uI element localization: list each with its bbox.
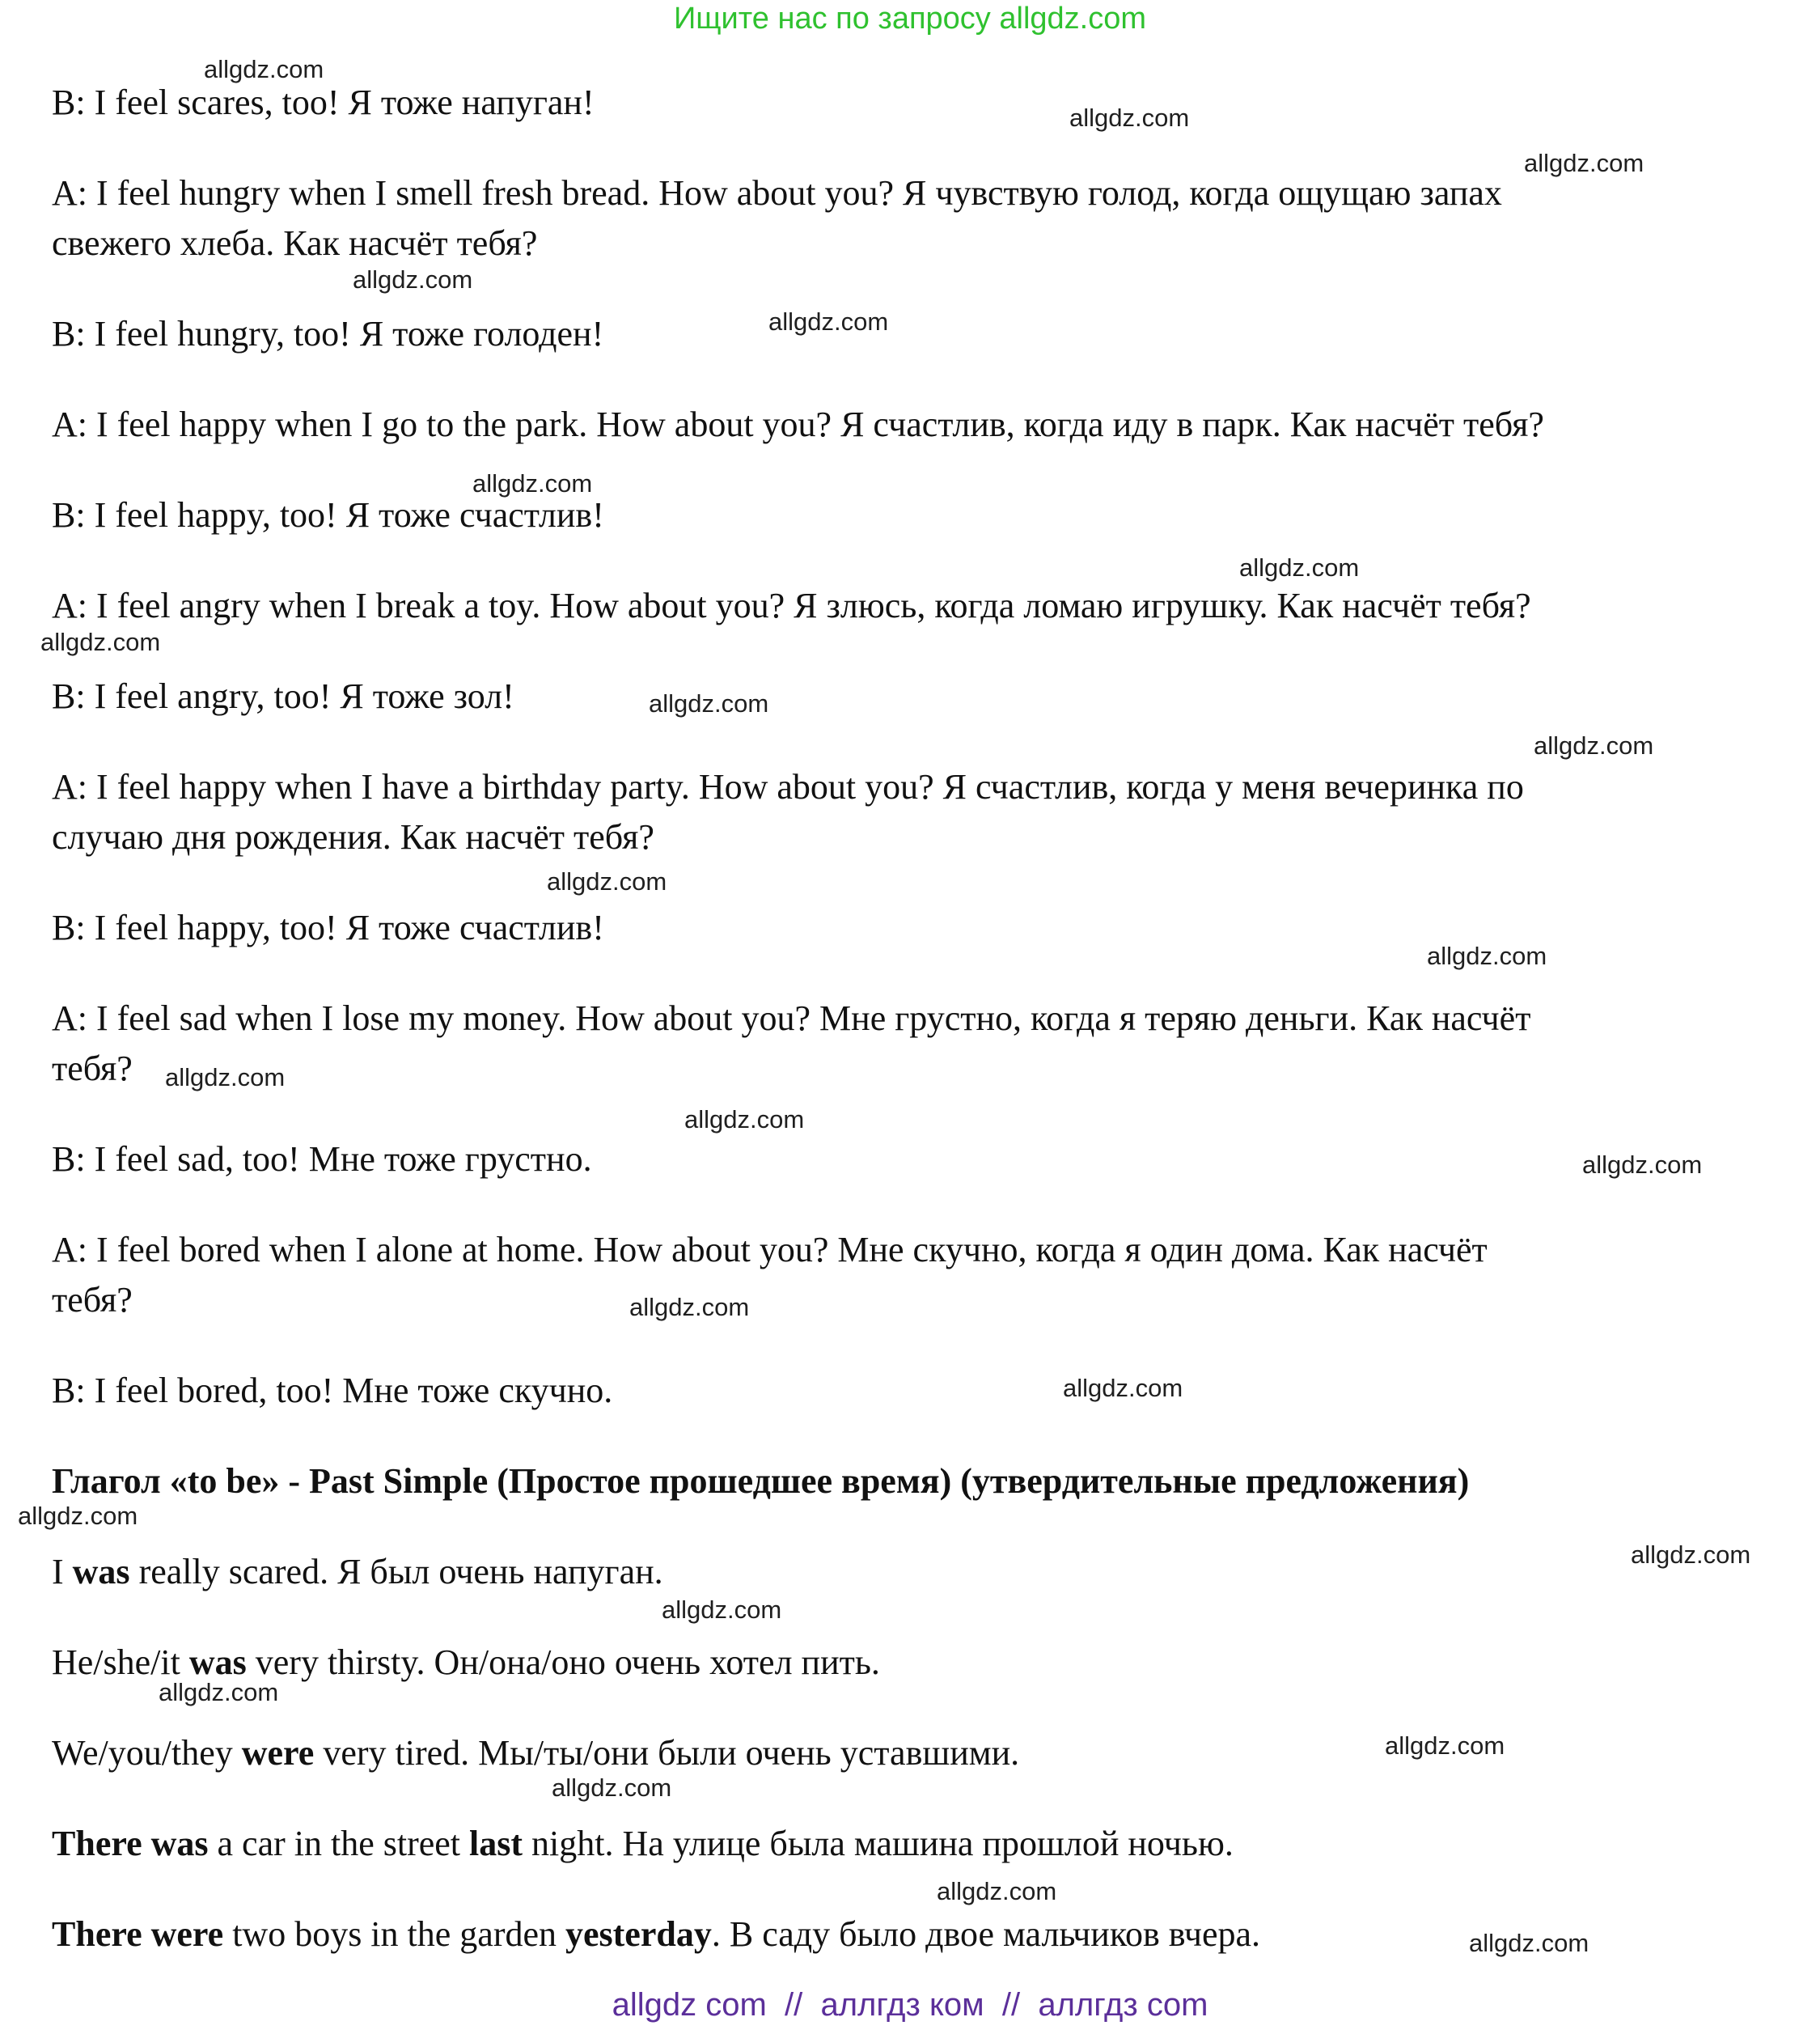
dialogue-line: A: I feel bored when I alone at home. How about you? Мне скучно, когда я один дома. Как насчёт: [52, 1230, 1488, 1269]
grammar-example: There were two boys in the garden yesterday. В саду было двое мальчиков вчера.: [52, 1914, 1261, 1954]
watermark: allgdz.com: [165, 1063, 286, 1091]
watermark: allgdz.com: [552, 1773, 672, 1802]
dialogue-line: B: I feel hungry, too! Я тоже голоден!: [52, 314, 604, 354]
watermark: allgdz.com: [353, 265, 473, 294]
dialogue-line: A: I feel angry when I break a toy. How about you? Я злюсь, когда ломаю игрушку. Как насчёт тебя?: [52, 586, 1531, 625]
watermark: allgdz.com: [472, 469, 593, 498]
watermark: allgdz.com: [1631, 1540, 1751, 1569]
watermark: allgdz.com: [1385, 1731, 1505, 1760]
watermark: allgdz.com: [18, 1502, 138, 1530]
watermark: allgdz.com: [1063, 1374, 1183, 1402]
dialogue-line: свежего хлеба. Как насчёт тебя?: [52, 223, 538, 263]
dialogue-line: B: I feel sad, too! Мне тоже грустно.: [52, 1139, 592, 1179]
grammar-example: We/you/they were very tired. Мы/ты/они были очень уставшими.: [52, 1733, 1020, 1773]
watermark: allgdz.com: [1069, 104, 1190, 132]
watermark: allgdz.com: [684, 1105, 805, 1134]
dialogue-line: B: I feel happy, too! Я тоже счастлив!: [52, 908, 604, 947]
dialogue-line: B: I feel happy, too! Я тоже счастлив!: [52, 495, 604, 535]
dialogue-line: A: I feel hungry when I smell fresh bread. How about you? Я чувствую голод, когда ощущаю запах: [52, 173, 1502, 213]
watermark: allgdz.com: [204, 55, 324, 83]
grammar-example: He/she/it was very thirsty. Он/она/оно очень хотел пить.: [52, 1642, 880, 1682]
search-banner: Ищите нас по запросу allgdz.com: [673, 2, 1146, 36]
watermark: allgdz.com: [159, 1678, 279, 1706]
watermark: allgdz.com: [768, 307, 889, 336]
dialogue-line: B: I feel scares, too! Я тоже напуган!: [52, 83, 595, 122]
grammar-example: I was really scared. Я был очень напуган.: [52, 1552, 663, 1591]
footer-watermark: allgdz com // аллгдз ком // аллгдз com: [612, 1987, 1208, 2023]
grammar-heading: Глагол «to be» - Past Simple (Простое прошедшее время) (утвердительные предложения): [52, 1461, 1470, 1501]
dialogue-line: A: I feel happy when I go to the park. How about you? Я счастлив, когда иду в парк. Как насчёт тебя?: [52, 405, 1544, 444]
dialogue-line: B: I feel bored, too! Мне тоже скучно.: [52, 1371, 613, 1410]
watermark: allgdz.com: [1469, 1929, 1589, 1957]
dialogue-line: тебя?: [52, 1280, 133, 1320]
dialogue-line: A: I feel sad when I lose my money. How about you? Мне грустно, когда я теряю деньги. Как насчёт: [52, 998, 1531, 1038]
watermark: allgdz.com: [649, 689, 769, 718]
watermark: allgdz.com: [937, 1877, 1057, 1905]
dialogue-line: тебя?: [52, 1049, 133, 1088]
watermark: allgdz.com: [40, 628, 161, 656]
watermark: allgdz.com: [547, 867, 667, 896]
dialogue-line: A: I feel happy when I have a birthday party. How about you? Я счастлив, когда у меня вечеринка по: [52, 767, 1524, 807]
grammar-example: There was a car in the street last night. На улице была машина прошлой ночью.: [52, 1824, 1234, 1863]
watermark: allgdz.com: [1239, 553, 1360, 582]
watermark: allgdz.com: [1524, 149, 1644, 177]
watermark: allgdz.com: [629, 1293, 750, 1321]
dialogue-line: случаю дня рождения. Как насчёт тебя?: [52, 817, 654, 857]
watermark: allgdz.com: [1427, 942, 1547, 970]
watermark: allgdz.com: [1534, 731, 1654, 760]
watermark: allgdz.com: [662, 1595, 782, 1624]
watermark: allgdz.com: [1582, 1150, 1703, 1179]
dialogue-line: B: I feel angry, too! Я тоже зол!: [52, 676, 514, 716]
